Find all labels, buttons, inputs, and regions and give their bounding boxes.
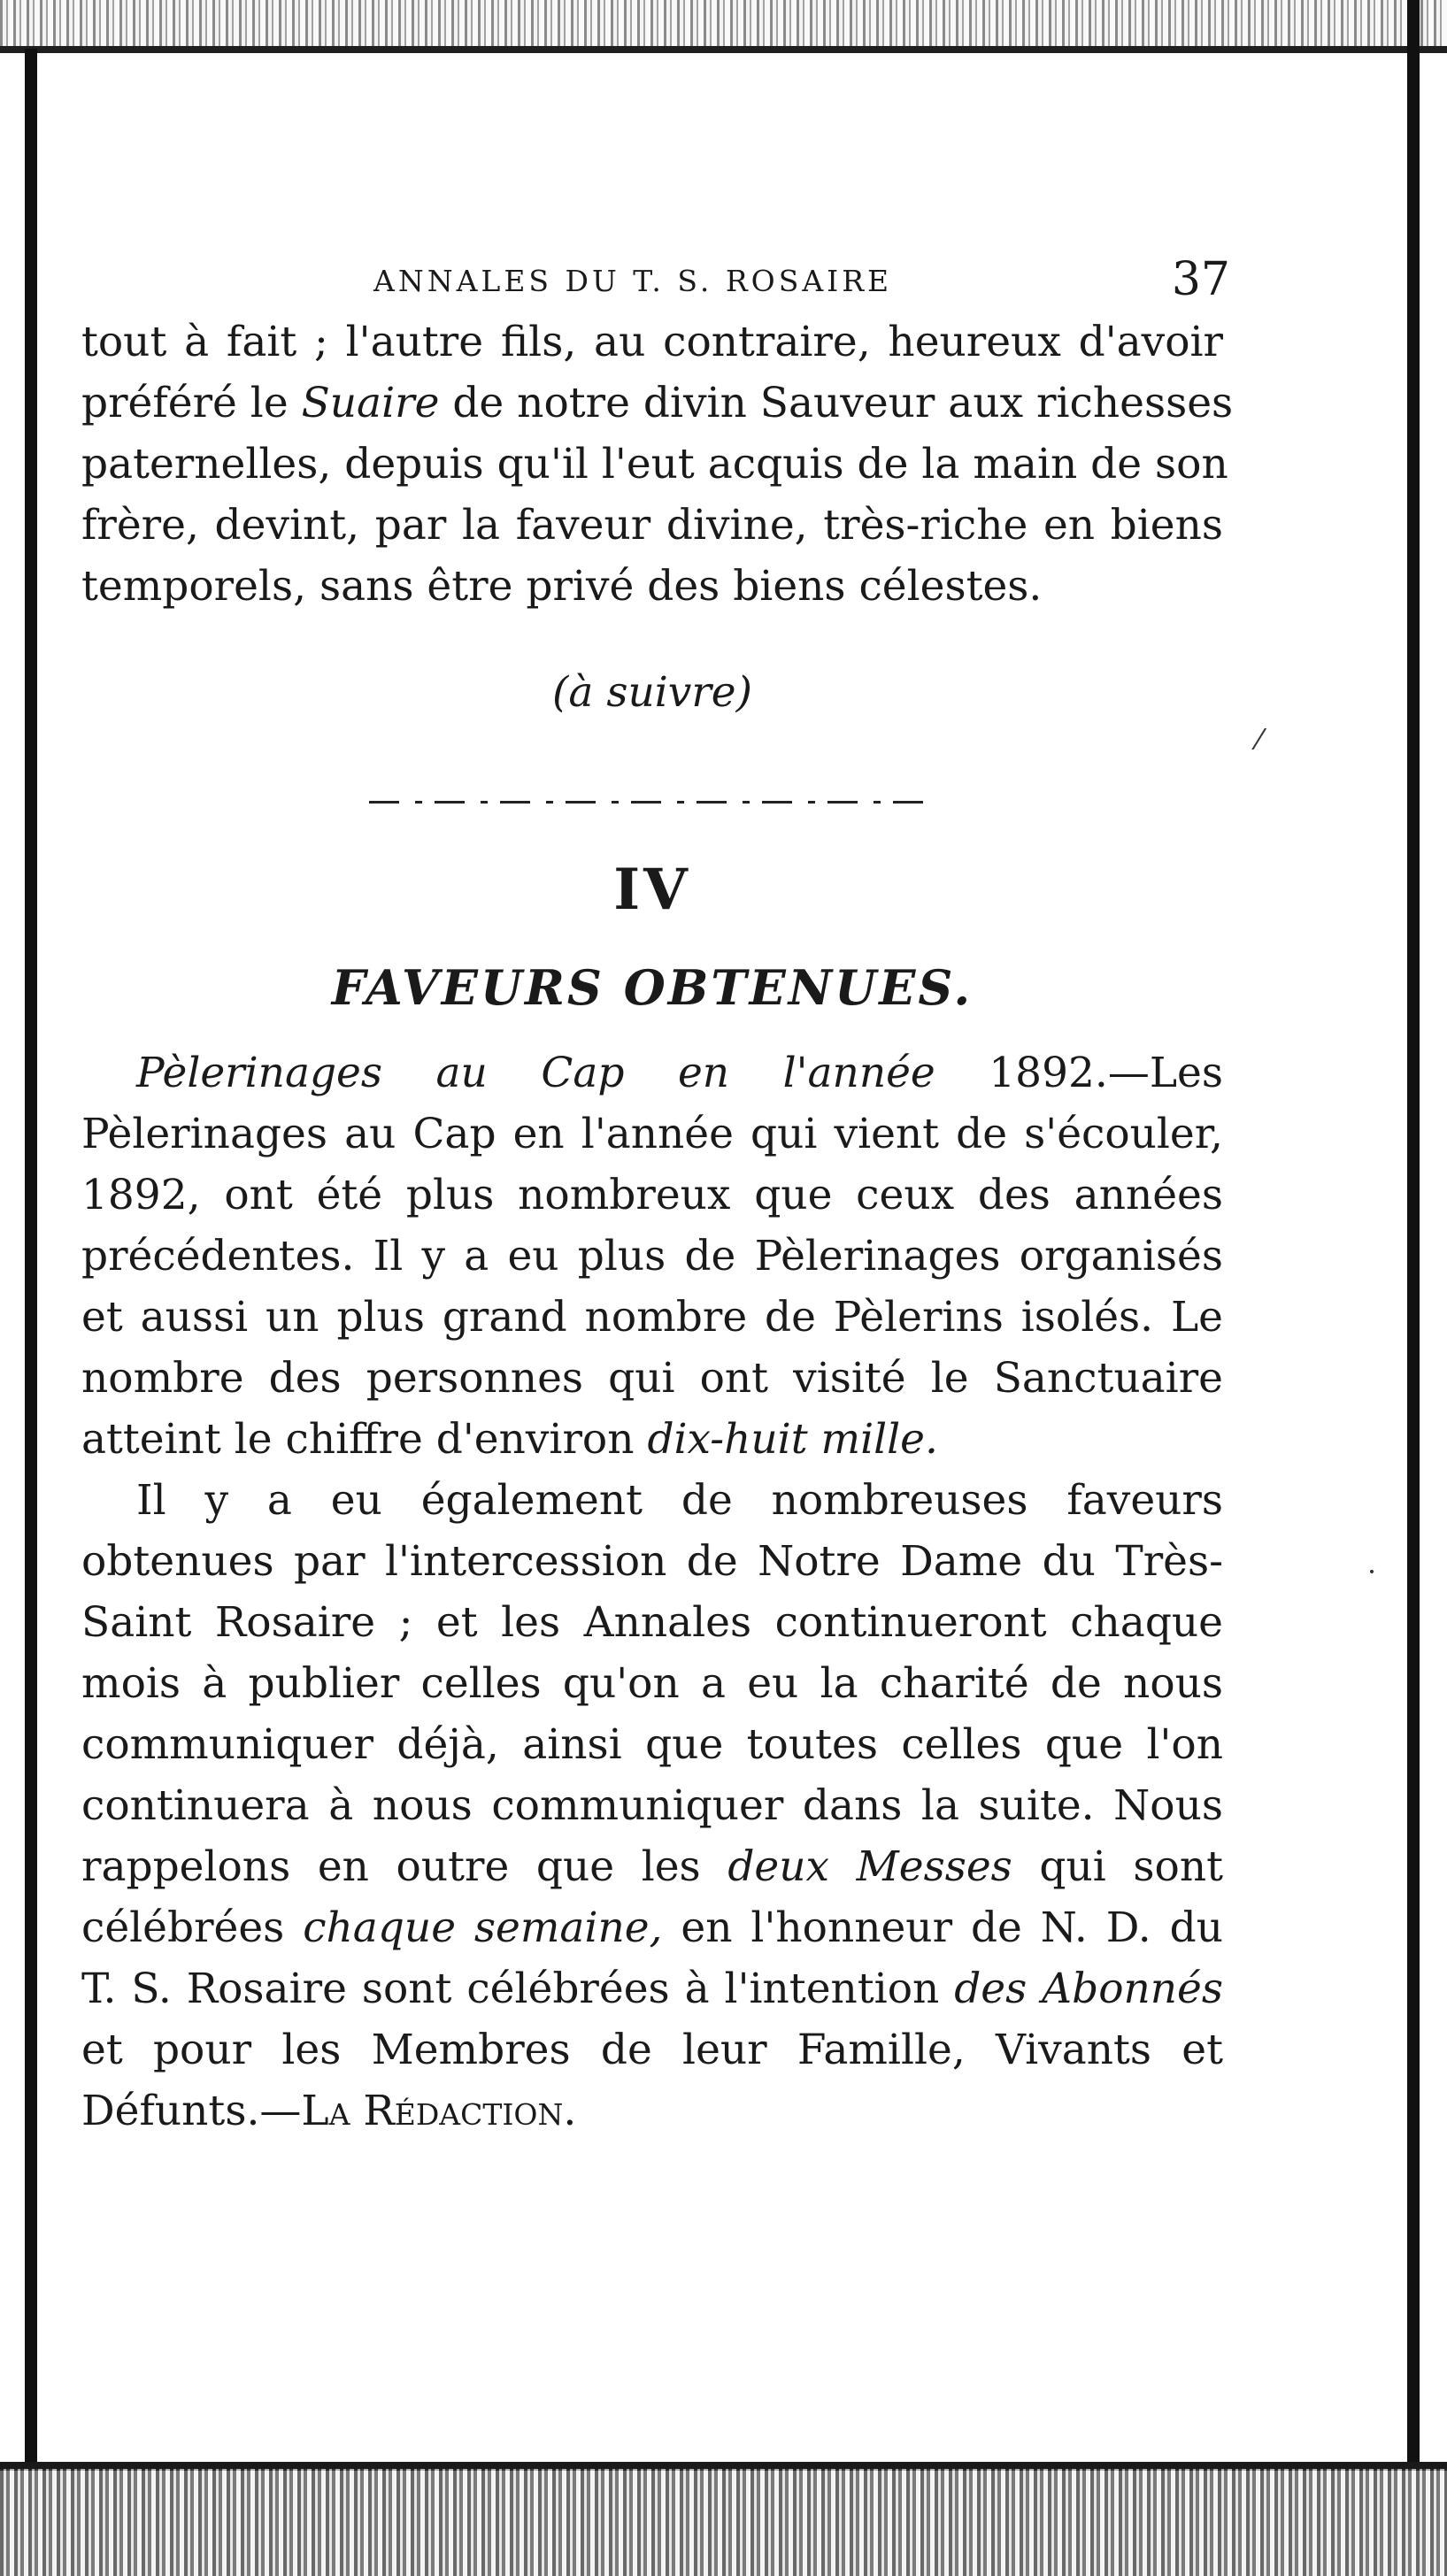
- text-line: précédentes. Il y a eu plus de Pèlerinages organisés: [81, 1232, 1223, 1280]
- emphasis: chaque semaine,: [303, 1903, 663, 1952]
- paragraph-lead: Pèlerinages au Cap en l'année: [136, 1049, 935, 1097]
- suaire-word: Suaire: [301, 379, 440, 427]
- running-title: ANNALES DU T. S. ROSAIRE: [373, 264, 893, 298]
- continuation-paragraph: [81, 311, 1234, 617]
- text-line: communiquer déjà, ainsi que toutes celles que l'on: [81, 1720, 1223, 1769]
- scan-bottom-edge: [0, 2469, 1447, 2576]
- section-title: FAVEURS OBTENUES.: [331, 959, 974, 1016]
- text-line: Pèlerinages au Cap en l'année 1892.—Les: [136, 1049, 1223, 1097]
- text-line: préféré le Suaire de notre divin Sauveur aux richesses: [81, 379, 1234, 427]
- text-line: rappelons en outre que les deux Messes qui sont: [81, 1842, 1223, 1891]
- text-line: nombre des personnes qui ont visité le Sanctuaire: [81, 1354, 1223, 1403]
- text-line: et pour les Membres de leur Famille, Vivants et: [81, 2026, 1223, 2074]
- page-number: 37: [1171, 253, 1230, 306]
- book-page: [81, 248, 1234, 2142]
- section-number: IV: [613, 857, 691, 923]
- a-suivre-label: (à suivre): [552, 668, 752, 717]
- text-line: T. S. Rosaire sont célébrées à l'intention des Abonnés: [81, 1965, 1223, 2013]
- scan-speck: ⁄: [1257, 723, 1262, 757]
- signature: La Rédaction.: [301, 2087, 577, 2135]
- paragraph-pilgrimages: [81, 1042, 1223, 1470]
- text-line: et aussi un plus grand nombre de Pèlerins isolés. Le: [81, 1293, 1223, 1342]
- text-line: atteint le chiffre d'environ dix-huit mille.: [81, 1415, 938, 1464]
- text-line: 1892, ont été plus nombreux que ceux des années: [81, 1171, 1223, 1219]
- running-head: [81, 248, 1230, 319]
- emphasis: des Abonnés: [954, 1965, 1223, 2013]
- text-line: obtenues par l'intercession de Notre Dame du Très-: [81, 1537, 1223, 1586]
- page-right-border: [1407, 0, 1420, 2469]
- text-line: Pèlerinages au Cap en l'année qui vient de s'écouler,: [81, 1110, 1223, 1158]
- text-line: Saint Rosaire ; et les Annales continueront chaque: [81, 1598, 1223, 1647]
- scan-top-rule: [0, 46, 1447, 53]
- text-line: paternelles, depuis qu'il l'eut acquis de la main de son: [81, 440, 1228, 488]
- text-line: Défunts.—La Rédaction.: [81, 2087, 577, 2135]
- text-line: célébrées chaque semaine, en l'honneur de N. D. du: [81, 1903, 1223, 1952]
- scan-speck: ·: [1367, 1555, 1377, 1588]
- text-line: frère, devint, par la faveur divine, très-riche en biens: [81, 501, 1223, 550]
- text-line: temporels, sans être privé des biens célestes.: [81, 562, 1043, 611]
- emphasis: dix-huit mille.: [647, 1415, 938, 1464]
- page-left-border: [25, 49, 37, 2469]
- scan-top-edge: [0, 0, 1447, 53]
- text-line: mois à publier celles qu'on a eu la charité de nous: [81, 1659, 1223, 1708]
- to-be-continued: [81, 668, 1223, 730]
- emphasis: deux Messes: [727, 1842, 1012, 1891]
- paragraph-favors: [81, 1470, 1223, 2142]
- text-line: tout à fait ; l'autre fils, au contraire, heureux d'avoir: [81, 318, 1223, 366]
- section-divider: [369, 801, 935, 804]
- text-line: Il y a eu également de nombreuses faveurs: [136, 1476, 1223, 1525]
- text-line: continuera à nous communiquer dans la suite. Nous: [81, 1781, 1223, 1830]
